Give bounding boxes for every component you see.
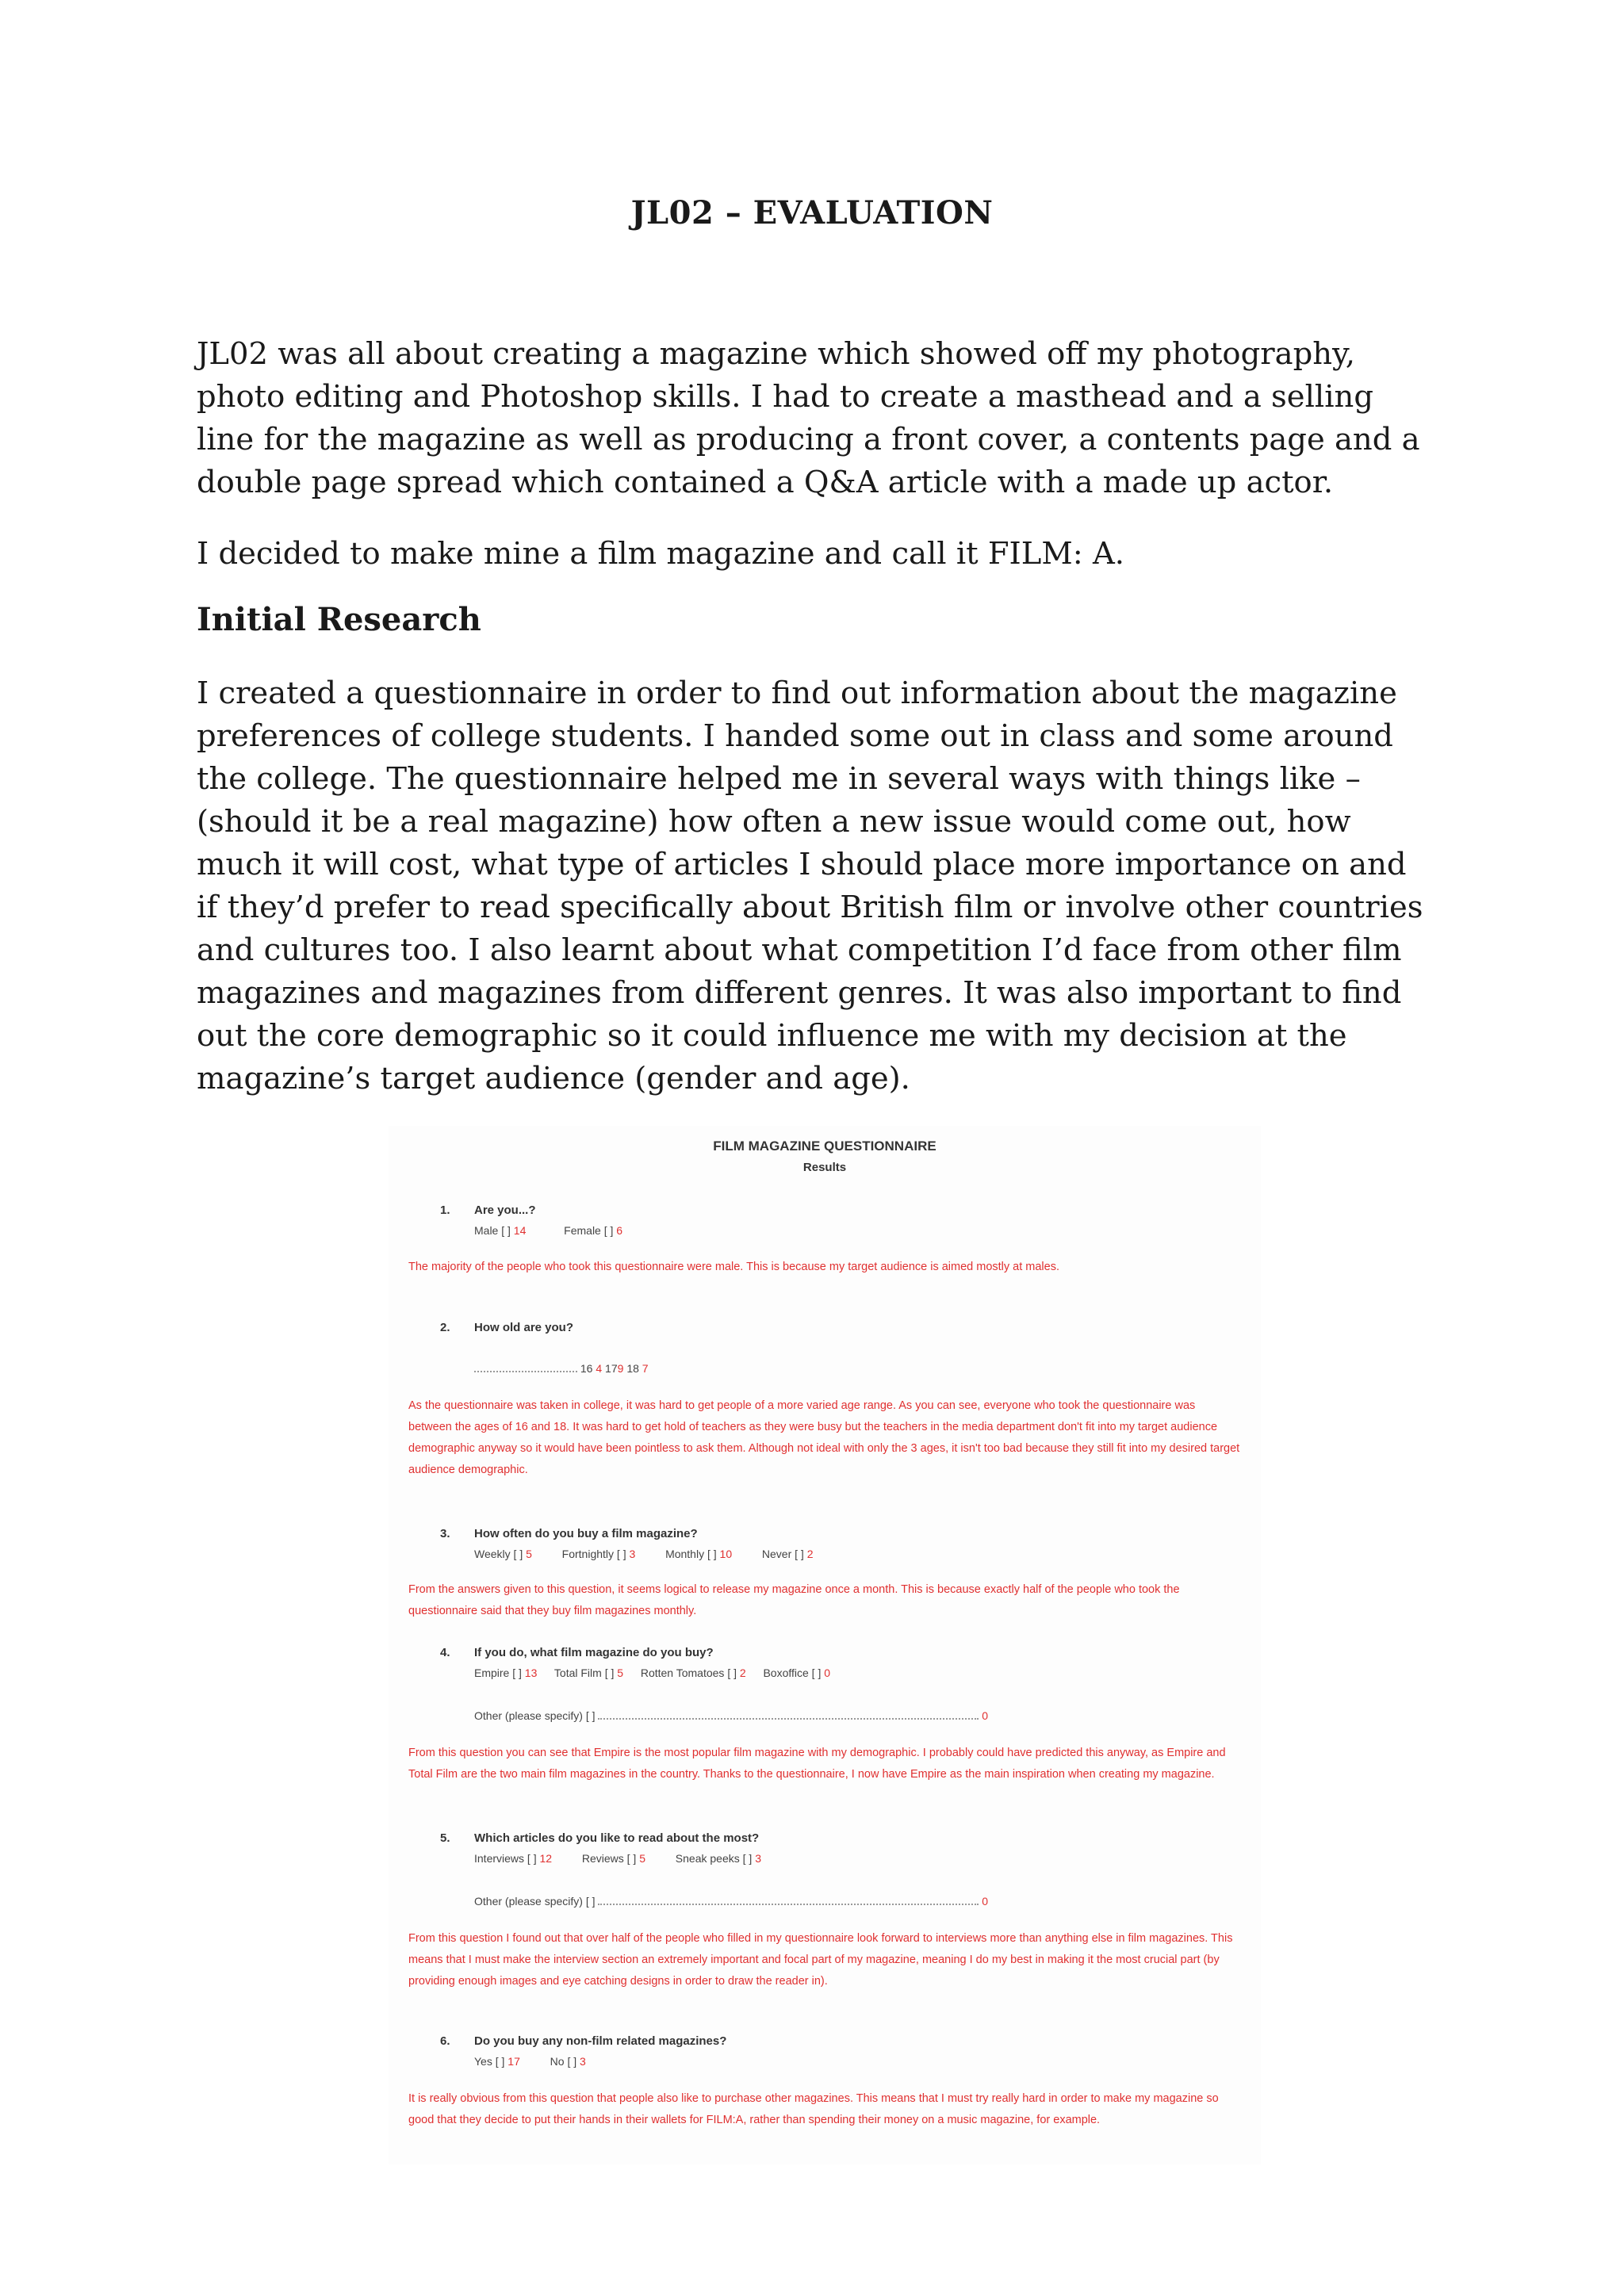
question-text: If you do, what film magazine do you buy? xyxy=(474,1646,714,1659)
questionnaire-results-image xyxy=(389,1126,1261,2164)
answer-option: Interviews [ ] 12 Reviews [ ] 5 Sneak peeks [ ] 3 xyxy=(474,1852,761,1865)
answer-option: Weekly [ ] 5 Fortnightly [ ] 3 Monthly [ ] 10 Never [ ] 2 xyxy=(474,1548,814,1560)
questionnaire-subtitle: Results xyxy=(802,1161,847,1174)
magazine-name-paragraph: I decided to make mine a film magazine and call it FILM: A. xyxy=(197,536,1125,572)
page-title: JL02 – EVALUATION xyxy=(630,194,994,232)
result-comment: It is really obvious from this question that people also like to purchase other magazines. This means that I must try really hard in order to make my magazine so good that they decide to put their hands in their wallets for FILM:A, rather than spending their money on a music magazine, for example. xyxy=(408,2092,1219,2126)
question-number: 3. xyxy=(440,1527,450,1540)
question-text: How often do you buy a film magazine? xyxy=(474,1527,698,1540)
intro-paragraph: JL02 was all about creating a magazine which showed off my photography, photo editing and Photoshop skills. I had to create a masthead and a selling line for the magazine as well as producing a front cover, a contents page and a double page spread which contained a Q&A article with a made up actor. xyxy=(197,336,1420,500)
question-number: 1. xyxy=(440,1203,450,1217)
result-comment: From this question I found out that over half of the people who filled in my questionnaire look forward to interviews more than anything else in film magazines. This means that I must make the interview section an extremely important and focal part of my magazine, meaning I do my best in making it the most crucial part (by providing enough images and eye catching designs in order to draw the reader in). xyxy=(408,1932,1233,1988)
question-number: 4. xyxy=(440,1646,450,1659)
answer-option: Yes [ ] 17 No [ ] 3 xyxy=(474,2055,586,2068)
age-answers: 16 4 179 18 7 xyxy=(474,1362,649,1375)
questionnaire-title: FILM MAGAZINE QUESTIONNAIRE xyxy=(713,1138,936,1154)
question-text: Are you...? xyxy=(474,1203,536,1217)
question-number: 6. xyxy=(440,2034,450,2048)
section-heading: Initial Research xyxy=(197,601,481,638)
answer-option: Empire [ ] 13 Total Film [ ] 5 Rotten Tomatoes [ ] 2 Boxoffice [ ] 0 xyxy=(474,1667,831,1679)
question-text: Which articles do you like to read about the most? xyxy=(474,1831,760,1845)
result-comment: From this question you can see that Empire is the most popular film magazine with my demographic. I probably could have predicted this anyway, as Empire and Total Film are the two main film magazines in the country. Thanks to the questionnaire, I now have Empire as the main inspiration when creating my magazine. xyxy=(408,1747,1226,1781)
result-comment: As the questionnaire was taken in college, it was hard to get people of a more varied age range. As you can see, everyone who took the questionnaire was between the ages of 16 and 18. It was hard to get hold of teachers as they were busy but the teachers in the media department don't fit into my target audience demographic anyway so it would have been pointless to ask them. Although not ideal with only the 3 ages, it isn't too bad because they still fit into my desired target audience demographic. xyxy=(408,1399,1240,1476)
question-number: 5. xyxy=(440,1831,450,1845)
question-text: Do you buy any non-film related magazines? xyxy=(474,2034,727,2048)
question-number: 2. xyxy=(440,1321,450,1334)
result-comment: From the answers given to this question, it seems logical to release my magazine once a month. This is because exactly half of the people who took the questionnaire said that they buy film magazines monthly. xyxy=(408,1583,1180,1617)
answer-option: Male [ ] 14 Female [ ] 6 xyxy=(474,1224,623,1237)
other-option: Other (please specify) [ ] 0 xyxy=(474,1709,989,1722)
research-paragraph: I created a questionnaire in order to find out information about the magazine preferences of college students. I handed some out in class and some around the college. The questionnaire helped me in several ways with things like – (should it be a real magazine) how often a new issue would come out, how much it will cost, what type of articles I should place more importance on and if they’d prefer to read specifically about British film or involve other countries and cultures too. I also learnt about what competition I’d face from other film magazines and magazines from different genres. It was also important to find out the core demographic so it could influence me with my decision at the magazine’s target audience (gender and age). xyxy=(197,675,1423,1096)
result-comment: The majority of the people who took this questionnaire were male. This is because my target audience is aimed mostly at males. xyxy=(408,1261,1059,1273)
question-text: How old are you? xyxy=(474,1321,574,1334)
other-option: Other (please specify) [ ] 0 xyxy=(474,1895,989,1908)
